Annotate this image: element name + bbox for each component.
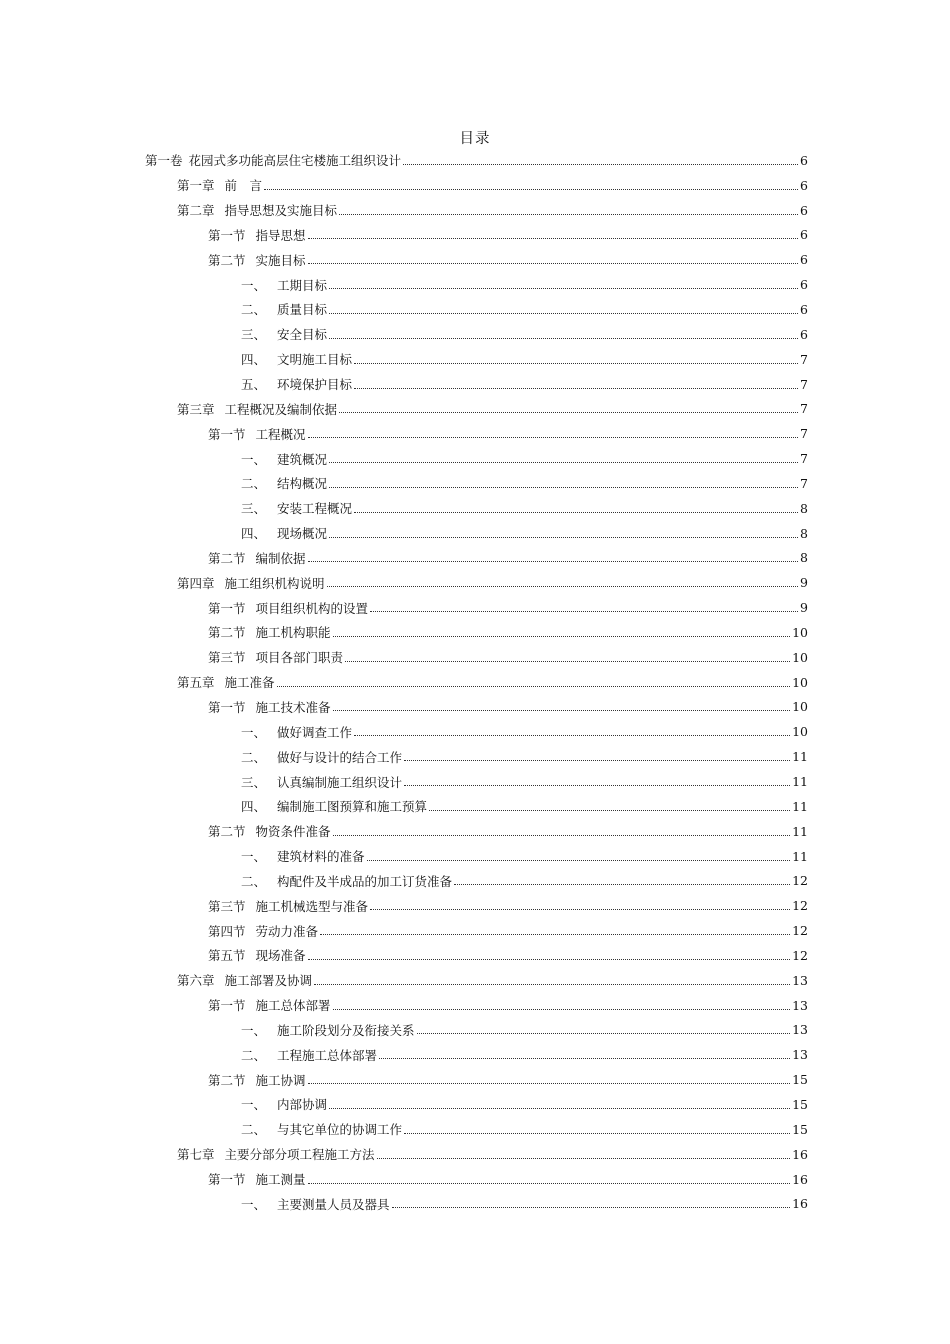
toc-entry-number: 第五章 — [177, 675, 215, 691]
toc-entry-number: 二、 — [241, 749, 267, 765]
toc-entry-label — [241, 524, 327, 542]
toc-entry-text: 施工机械选型与准备 — [255, 898, 369, 914]
toc-entry-label — [177, 400, 337, 418]
toc-entry-number: 第四节 — [208, 923, 246, 939]
toc-entry[interactable] — [0, 670, 950, 695]
toc-entry-page-number: 8 — [800, 550, 808, 566]
toc-entry-label — [241, 325, 327, 343]
toc-entry-text: 指导思想 — [255, 227, 306, 243]
toc-entry-page-number: 13 — [792, 1022, 808, 1038]
toc-entry-text: 施工技术准备 — [255, 699, 331, 715]
toc-entry-page-number: 16 — [792, 1171, 808, 1187]
toc-entry-label — [145, 151, 401, 169]
toc-entry-text: 实施目标 — [255, 252, 306, 268]
toc-entry-text: 内部协调 — [277, 1097, 328, 1113]
toc-entry-text: 主要分部分项工程施工方法 — [224, 1147, 375, 1163]
toc-entry-text: 现场概况 — [277, 526, 328, 542]
dot-leader — [339, 400, 798, 413]
toc-entry-number: 四、 — [241, 799, 267, 815]
dot-leader — [354, 723, 790, 736]
toc-entry-number: 第二节 — [208, 1072, 246, 1088]
toc-entry-text: 编制依据 — [255, 550, 306, 566]
toc-entry-number: 第五节 — [208, 948, 246, 964]
toc-entry-text: 主要测量人员及器具 — [277, 1196, 390, 1212]
toc-entry[interactable] — [0, 868, 950, 893]
toc-entry-number: 第二节 — [208, 625, 246, 641]
toc-entry-page-number: 6 — [800, 301, 808, 317]
toc-entry-number: 一、 — [241, 849, 267, 865]
toc-entry-page-number: 13 — [792, 1047, 808, 1063]
toc-entry-page-number: 15 — [792, 1121, 808, 1137]
toc-entry-label — [241, 499, 352, 517]
toc-entry-page-number: 11 — [792, 823, 808, 839]
toc-entry[interactable] — [0, 844, 950, 869]
toc-entry-page-number: 13 — [792, 972, 808, 988]
toc-entry-number: 第二节 — [208, 252, 246, 268]
toc-entry[interactable] — [0, 595, 950, 620]
toc-entry-text: 建筑材料的准备 — [277, 849, 365, 865]
toc-entry-label — [208, 425, 306, 443]
toc-entry-number: 第一章 — [177, 178, 215, 194]
toc-entry[interactable] — [0, 148, 950, 173]
toc-entry-label — [241, 276, 327, 294]
toc-entry[interactable] — [0, 1167, 950, 1192]
dot-leader — [329, 276, 798, 289]
toc-entry-label — [208, 897, 368, 915]
toc-entry-number: 第二节 — [208, 550, 246, 566]
toc-entry[interactable] — [0, 893, 950, 918]
dot-leader — [404, 1121, 790, 1134]
toc-entry[interactable] — [0, 1117, 950, 1142]
toc-entry-page-number: 7 — [800, 351, 808, 367]
toc-entry-label — [177, 971, 312, 989]
dot-leader — [264, 177, 798, 190]
toc-entry-text: 物资条件准备 — [255, 824, 331, 840]
toc-entry-number: 第三章 — [177, 401, 215, 417]
toc-entry[interactable] — [0, 247, 950, 272]
toc-entry-page-number: 7 — [800, 426, 808, 442]
dot-leader — [314, 972, 790, 985]
toc-entry-page-number: 10 — [792, 699, 808, 715]
toc-entry-page-number: 11 — [792, 774, 808, 790]
toc-entry-label — [241, 847, 365, 865]
toc-entry-page-number: 8 — [800, 500, 808, 516]
toc-entry-label — [208, 946, 306, 964]
toc-entry-page-number: 15 — [792, 1096, 808, 1112]
toc-entry-text: 安装工程概况 — [277, 501, 353, 517]
toc-entry-number: 第一节 — [208, 998, 246, 1014]
toc-entry-label — [208, 1071, 306, 1089]
toc-entry-page-number: 12 — [792, 923, 808, 939]
toc-entry-number: 第二章 — [177, 203, 215, 219]
toc-entry-text: 工程概况 — [255, 426, 306, 442]
toc-entry[interactable] — [0, 396, 950, 421]
toc-entry-text: 安全目标 — [277, 327, 328, 343]
toc-entry-label — [241, 450, 327, 468]
toc-entry[interactable] — [0, 1042, 950, 1067]
dot-leader — [308, 226, 798, 239]
toc-entry[interactable] — [0, 1191, 950, 1216]
toc-entry-page-number: 16 — [792, 1146, 808, 1162]
toc-entry-page-number: 10 — [792, 649, 808, 665]
toc-entry[interactable] — [0, 719, 950, 744]
toc-entry-number: 第六章 — [177, 973, 215, 989]
dot-leader — [370, 599, 798, 612]
toc-entry-number: 第三节 — [208, 650, 246, 666]
toc-entry-label — [241, 1046, 377, 1064]
dot-leader — [327, 574, 798, 587]
toc-entry-label — [208, 549, 306, 567]
toc-entry[interactable] — [0, 993, 950, 1018]
toc-entry-number: 第四章 — [177, 575, 215, 591]
dot-leader — [320, 922, 790, 935]
toc-entry-page-number: 9 — [800, 575, 808, 591]
toc-entry-label — [241, 1095, 327, 1113]
toc-entry-label — [241, 723, 352, 741]
dot-leader — [367, 848, 791, 861]
toc-entry-label — [241, 300, 327, 318]
toc-entry-text: 结构概况 — [277, 476, 328, 492]
dot-leader — [339, 202, 798, 215]
toc-entry-text: 施工协调 — [255, 1072, 306, 1088]
dot-leader — [379, 1046, 790, 1059]
toc-entry-page-number: 7 — [800, 376, 808, 392]
toc-entry-number: 三、 — [241, 327, 267, 343]
toc-entry-label — [241, 474, 327, 492]
dot-leader — [308, 1171, 791, 1184]
toc-entry[interactable] — [0, 1018, 950, 1043]
toc-entry-page-number: 6 — [800, 227, 808, 243]
toc-entry-label — [177, 673, 275, 691]
toc-entry[interactable] — [0, 1142, 950, 1167]
toc-entry-text: 施工总体部署 — [255, 998, 331, 1014]
toc-entry[interactable] — [0, 521, 950, 546]
toc-entry[interactable] — [0, 322, 950, 347]
toc-entry-number: 一、 — [241, 1022, 267, 1038]
toc-entry-page-number: 15 — [792, 1072, 808, 1088]
toc-entry-number: 第二节 — [208, 824, 246, 840]
toc-entry-number: 二、 — [241, 1047, 267, 1063]
toc-entry-text: 施工机构职能 — [255, 625, 331, 641]
toc-entry-label — [208, 822, 331, 840]
dot-leader — [370, 897, 790, 910]
toc-entry-page-number: 12 — [792, 898, 808, 914]
toc-entry-number: 第一节 — [208, 600, 246, 616]
toc-entry[interactable] — [0, 347, 950, 372]
toc-entry[interactable] — [0, 372, 950, 397]
dot-leader — [354, 500, 798, 513]
toc-entry-number: 四、 — [241, 352, 267, 368]
toc-entry-text: 劳动力准备 — [255, 923, 319, 939]
dot-leader — [329, 326, 798, 339]
toc-entry[interactable] — [0, 769, 950, 794]
toc-entry-label — [177, 574, 325, 592]
dot-leader — [333, 823, 791, 836]
dot-leader — [404, 748, 790, 761]
dot-leader — [429, 798, 790, 811]
toc-entry-text: 施工阶段划分及衔接关系 — [277, 1022, 415, 1038]
dot-leader — [308, 251, 798, 264]
toc-entry-text: 项目各部门职责 — [255, 650, 344, 666]
toc-entry-number: 第三节 — [208, 898, 246, 914]
toc-entry-number: 第一节 — [208, 227, 246, 243]
toc-entry-page-number: 6 — [800, 177, 808, 193]
toc-entry[interactable] — [0, 744, 950, 769]
toc-entry-page-number: 10 — [792, 674, 808, 690]
toc-entry-text: 指导思想及实施目标 — [224, 203, 338, 219]
toc-entry-number: 一、 — [241, 724, 267, 740]
toc-entry[interactable] — [0, 496, 950, 521]
dot-leader — [417, 1021, 791, 1034]
toc-entry-text: 施工部署及协调 — [224, 973, 313, 989]
toc-entry-page-number: 12 — [792, 947, 808, 963]
dot-leader — [329, 525, 798, 538]
toc-entry[interactable] — [0, 546, 950, 571]
toc-entry-number: 第一卷 — [145, 153, 183, 169]
toc-entry-page-number: 6 — [800, 326, 808, 342]
toc-entry[interactable] — [0, 421, 950, 446]
toc-entry-page-number: 7 — [800, 401, 808, 417]
dot-leader — [404, 773, 790, 786]
toc-entry-number: 一、 — [241, 451, 267, 467]
toc-entry[interactable] — [0, 819, 950, 844]
toc-entry-label — [208, 996, 331, 1014]
toc-entry-page-number: 6 — [800, 252, 808, 268]
toc-entry-number: 第一节 — [208, 426, 246, 442]
toc-entry[interactable] — [0, 620, 950, 645]
toc-entry-number: 二、 — [241, 476, 267, 492]
toc-entry[interactable] — [0, 173, 950, 198]
dot-leader — [308, 947, 791, 960]
toc-entry-text: 构配件及半成品的加工订货准备 — [277, 873, 453, 889]
dot-leader — [454, 872, 790, 885]
toc-entry[interactable] — [0, 695, 950, 720]
toc-entry-text: 现场准备 — [255, 948, 306, 964]
toc-entry-number: 一、 — [241, 1097, 267, 1113]
toc-entry-label — [241, 1120, 402, 1138]
toc-entry-label — [241, 872, 452, 890]
toc-entry-label — [208, 599, 368, 617]
toc-entry[interactable] — [0, 223, 950, 248]
toc-entry-page-number: 8 — [800, 525, 808, 541]
toc-entry[interactable] — [0, 968, 950, 993]
toc-title: 目录 — [459, 131, 491, 147]
toc-entry-page-number: 9 — [800, 600, 808, 616]
toc-entry-number: 二、 — [241, 1122, 267, 1138]
toc-entry-label — [241, 1195, 390, 1213]
toc-entry-text: 编制施工图预算和施工预算 — [277, 799, 428, 815]
toc-entry-label — [208, 623, 331, 641]
toc-entry-page-number: 6 — [800, 152, 808, 168]
toc-entry-text: 施工准备 — [224, 675, 275, 691]
toc-entry-label — [208, 251, 306, 269]
toc-entry-label — [241, 375, 352, 393]
toc-entry-label — [177, 176, 262, 194]
dot-leader — [354, 376, 798, 389]
dot-leader — [329, 450, 798, 463]
dot-leader — [308, 425, 798, 438]
toc-entry[interactable] — [0, 794, 950, 819]
dot-leader — [277, 674, 791, 687]
toc-entry-text: 做好调查工作 — [277, 724, 353, 740]
toc-entry-text: 项目组织机构的设置 — [255, 600, 369, 616]
toc-entry-text: 与其它单位的协调工作 — [277, 1122, 403, 1138]
toc-entry-number: 五、 — [241, 377, 267, 393]
toc-entry[interactable] — [0, 918, 950, 943]
toc-entry[interactable] — [0, 943, 950, 968]
toc-entry-text: 工期目标 — [277, 277, 328, 293]
toc-entry-label — [241, 797, 427, 815]
toc-entry-page-number: 6 — [800, 202, 808, 218]
toc-entry-label — [177, 1145, 375, 1163]
toc-entry-text: 质量目标 — [277, 302, 328, 318]
toc-entry-number: 二、 — [241, 873, 267, 889]
toc-entry-label — [177, 201, 337, 219]
toc-entry-label — [208, 226, 306, 244]
toc-entry-label — [241, 773, 402, 791]
toc-entry-page-number: 11 — [792, 798, 808, 814]
toc-entry-text: 认真编制施工组织设计 — [277, 774, 403, 790]
toc-entry-number: 三、 — [241, 501, 267, 517]
toc-entry[interactable] — [0, 645, 950, 670]
dot-leader — [329, 301, 798, 314]
dot-leader — [377, 1146, 791, 1159]
toc-entry-number: 四、 — [241, 526, 267, 542]
toc-entry-page-number: 10 — [792, 624, 808, 640]
toc-entry-text: 前 言 — [224, 178, 263, 194]
toc-entry[interactable] — [0, 471, 950, 496]
dot-leader — [403, 152, 798, 165]
toc-entry-text: 环境保护目标 — [277, 377, 353, 393]
toc-entry-number: 三、 — [241, 774, 267, 790]
dot-leader — [392, 1195, 791, 1208]
toc-entry-number: 一、 — [241, 277, 267, 293]
dot-leader — [333, 997, 791, 1010]
toc-entry-page-number: 11 — [792, 749, 808, 765]
toc-entry[interactable] — [0, 297, 950, 322]
toc-entry-number: 一、 — [241, 1196, 267, 1212]
toc-entry-number: 第一节 — [208, 1172, 246, 1188]
toc-entry-text: 建筑概况 — [277, 451, 328, 467]
toc-entry[interactable] — [0, 198, 950, 223]
toc-entry-text: 施工组织机构说明 — [224, 575, 325, 591]
dot-leader — [308, 1071, 791, 1084]
toc-entry[interactable] — [0, 272, 950, 297]
toc-entry-text: 施工测量 — [255, 1172, 306, 1188]
toc-entry[interactable] — [0, 446, 950, 471]
toc-entry-text: 花园式多功能高层住宅楼施工组织设计 — [188, 153, 402, 169]
dot-leader — [329, 475, 798, 488]
dot-leader — [333, 698, 791, 711]
toc-entry-number: 第一节 — [208, 699, 246, 715]
toc-list — [0, 148, 950, 1216]
toc-entry-label — [241, 1021, 415, 1039]
toc-entry-page-number: 11 — [792, 848, 808, 864]
toc-entry-text: 工程施工总体部署 — [277, 1047, 378, 1063]
toc-entry[interactable] — [0, 1092, 950, 1117]
toc-entry-label — [241, 350, 352, 368]
toc-entry-label — [208, 922, 318, 940]
toc-entry-label — [241, 748, 402, 766]
dot-leader — [333, 624, 791, 637]
dot-leader — [308, 549, 798, 562]
toc-entry-number: 第七章 — [177, 1147, 215, 1163]
toc-entry-label — [208, 648, 343, 666]
toc-entry-page-number: 10 — [792, 724, 808, 740]
dot-leader — [345, 649, 790, 662]
toc-entry-page-number: 7 — [800, 451, 808, 467]
toc-entry[interactable] — [0, 1067, 950, 1092]
toc-entry-text: 文明施工目标 — [277, 352, 353, 368]
toc-entry-page-number: 12 — [792, 873, 808, 889]
dot-leader — [354, 351, 798, 364]
toc-entry-page-number: 16 — [792, 1196, 808, 1212]
toc-entry-number: 二、 — [241, 302, 267, 318]
toc-entry-page-number: 13 — [792, 997, 808, 1013]
toc-entry-text: 工程概况及编制依据 — [224, 401, 338, 417]
toc-entry-text: 做好与设计的结合工作 — [277, 749, 403, 765]
toc-entry-page-number: 6 — [800, 277, 808, 293]
toc-entry-page-number: 7 — [800, 475, 808, 491]
dot-leader — [329, 1096, 790, 1109]
toc-entry[interactable] — [0, 570, 950, 595]
toc-entry-label — [208, 1170, 306, 1188]
toc-entry-label — [208, 698, 331, 716]
